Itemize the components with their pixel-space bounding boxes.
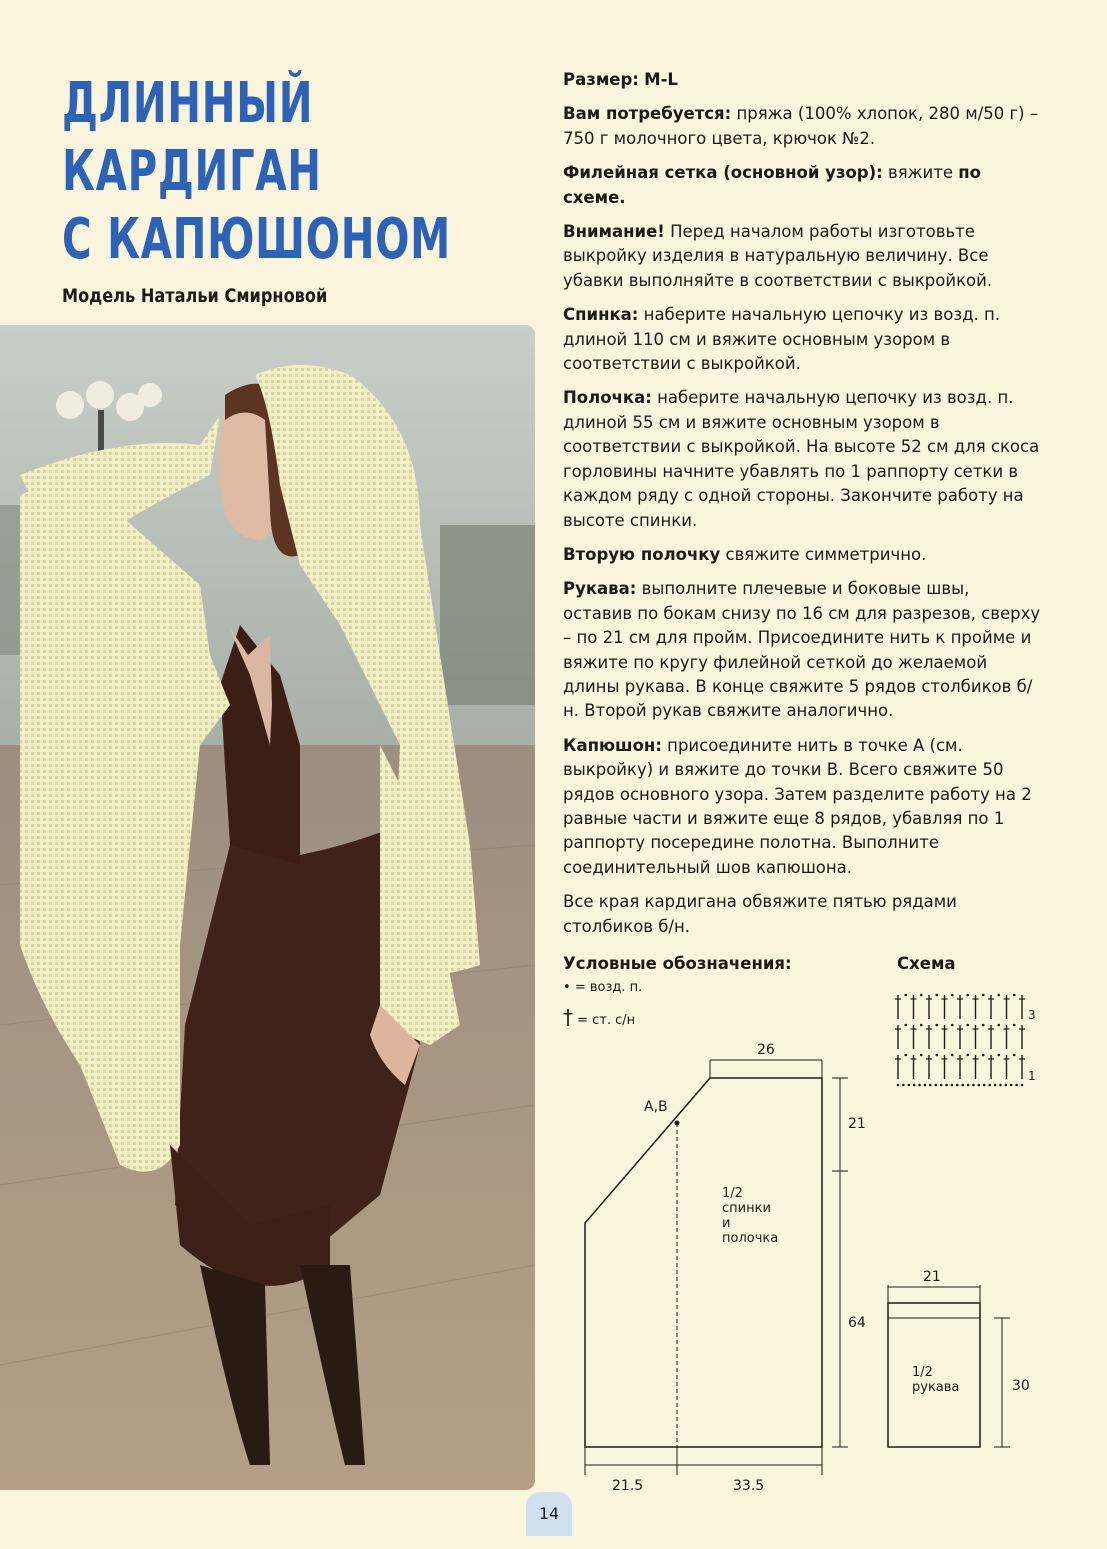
second-front-text: свяжите симметрично.: [725, 544, 927, 564]
body-label-3: и: [722, 1216, 731, 1231]
size-value: M-L: [644, 70, 678, 89]
author-credit: Модель Натальи Смирновой: [62, 285, 328, 307]
dc-text: = ст. с/н: [577, 1013, 636, 1028]
chain-stitch-mark: [997, 1054, 1000, 1057]
sleeve-width: 21: [923, 1269, 941, 1285]
sleeve-outline: [888, 1303, 980, 1447]
body-point-label: A,B: [644, 1099, 668, 1115]
chain-stitch-mark: [1013, 994, 1016, 997]
chain-stitch-mark: [935, 1054, 938, 1057]
chain-stitch-mark: [924, 1084, 927, 1087]
chain-stitch-mark: [988, 1084, 991, 1087]
chain-stitch-mark: [966, 994, 969, 997]
chain-stitch-mark: [951, 994, 954, 997]
chain-stitch-mark: [929, 1084, 932, 1087]
body-bottom-right: 33.5: [733, 1478, 765, 1490]
body-pattern: [585, 1060, 848, 1475]
chain-stitch-mark: [1010, 1084, 1013, 1087]
chain-stitch-mark: [999, 1084, 1002, 1087]
second-front-paragraph: [563, 543, 1043, 567]
front-label: Полочка:: [563, 388, 652, 408]
chain-stitch-mark: [897, 1084, 900, 1087]
front-paragraph: [563, 386, 1043, 532]
body-shoulder-height: 21: [848, 1116, 866, 1132]
sleeve-height: 30: [1012, 1378, 1030, 1394]
chain-stitch-mark: [935, 994, 938, 997]
chain-stitch-mark: [982, 994, 985, 997]
chain-stitch-mark: [1013, 1024, 1016, 1027]
body-label-1: 1/2: [722, 1186, 743, 1201]
chain-stitch-mark: [972, 1084, 975, 1087]
chain-stitch-mark: [945, 1084, 948, 1087]
chain-stitch-mark: [1015, 1084, 1018, 1087]
attention-text: Перед началом работы изготовьте выкройку изделия в натуральную величину. Все убавки выполняйте в соответствии с выкройкой.: [563, 222, 993, 290]
chain-stitch-mark: [951, 1024, 954, 1027]
chain-stitch-mark: [913, 1084, 916, 1087]
back-paragraph: [563, 303, 1043, 376]
sleeves-paragraph: [563, 577, 1043, 723]
hood-label: Капюшон:: [563, 735, 662, 755]
schema-row-bottom: 1: [1028, 1069, 1036, 1083]
chain-stitch-mark: [1021, 1084, 1024, 1087]
pattern-text: вяжите: [888, 163, 954, 183]
attention-label: Внимание!: [563, 222, 665, 242]
size-label: Размер:: [563, 70, 639, 89]
edging-paragraph: Все края кардигана обвяжите пятью рядами столбиков б/н.: [563, 892, 957, 936]
chain-stitch-mark: [918, 1084, 921, 1087]
sleeve-label-2: рукава: [912, 1380, 960, 1395]
schema-row-top: 3: [1028, 1008, 1036, 1022]
chain-stitch-mark: [920, 1024, 923, 1027]
chain-stitch-mark: [951, 1054, 954, 1057]
chain-stitch-mark: [961, 1084, 964, 1087]
chain-stitch-mark: [997, 994, 1000, 997]
materials-text: пряжа (100% хлопок, 280 м/50 г) – 750 г молочного цвета, крючок №2.: [563, 104, 1039, 148]
chain-stitch-mark: [983, 1084, 986, 1087]
chain-stitch-mark: [904, 994, 907, 997]
pattern-paragraph: [563, 161, 1043, 210]
chain-stitch-mark: [904, 1054, 907, 1057]
chain-stitch-mark: [966, 1024, 969, 1027]
stitch-chart-rows: [895, 994, 1025, 1087]
dc-symbol-icon: †: [563, 1005, 573, 1029]
chain-stitch-mark: [940, 1084, 943, 1087]
title-line-3: С КАПЮШОНОМ: [62, 207, 452, 272]
chain-stitch-mark: [978, 1084, 981, 1087]
stitch-chart: [895, 994, 1036, 1087]
chain-stitch-mark: [1005, 1084, 1008, 1087]
size-paragraph: [563, 68, 1043, 92]
chain-stitch-mark: [935, 1024, 938, 1027]
sleeves-text: выполните плечевые и боковые швы, оставив по бокам снизу по 16 см для разрезов, сверху – по 21 см для пройм. Присоедините нить к пройме и вяжите по кругу филейной сеткой до желаемой длины рукава. В конце свяжите 5 рядов столбиков б/н. Второй рукав свяжите аналогично.: [563, 579, 1041, 721]
attention-paragraph: [563, 220, 1043, 293]
second-front-label: Вторую полочку: [563, 544, 721, 564]
legend-heading: Условные обозначения:: [563, 954, 792, 973]
point-ab-marker: [675, 1121, 680, 1126]
pattern-emph: по схеме.: [563, 163, 982, 207]
body-label-2: спинки: [722, 1201, 771, 1216]
chain-stitch-mark: [1013, 1054, 1016, 1057]
pattern-diagrams: [570, 985, 1060, 1490]
instructions-text: [563, 68, 1043, 949]
model-photo: [0, 325, 535, 1490]
chain-text: = возд. п.: [574, 980, 643, 995]
chain-stitch-mark: [904, 1024, 907, 1027]
chain-stitch-mark: [920, 994, 923, 997]
chain-stitch-mark: [907, 1084, 910, 1087]
page-number: 14: [526, 1492, 572, 1536]
chain-stitch-mark: [934, 1084, 937, 1087]
body-label-4: полочка: [722, 1231, 779, 1246]
back-label: Спинка:: [563, 305, 639, 325]
chain-stitch-mark: [967, 1084, 970, 1087]
sleeves-label: Рукава:: [563, 579, 637, 599]
chain-stitch-mark: [982, 1054, 985, 1057]
chain-stitch-mark: [982, 1024, 985, 1027]
chain-stitch-mark: [920, 1054, 923, 1057]
body-side-height: 64: [848, 1315, 866, 1331]
schema-heading: Схема: [897, 954, 956, 973]
chain-stitch-mark: [994, 1084, 997, 1087]
chain-symbol-icon: •: [563, 980, 571, 995]
chain-stitch-mark: [997, 1024, 1000, 1027]
chain-stitch-mark: [966, 1054, 969, 1057]
materials-paragraph: [563, 102, 1043, 151]
title-line-2: КАРДИГАН: [62, 139, 322, 204]
body-outline: [585, 1078, 822, 1447]
pattern-label: Филейная сетка (основной узор):: [563, 163, 883, 183]
chain-stitch-mark: [956, 1084, 959, 1087]
hood-text: присоедините нить в точке А (см. выкройку) и вяжите до точки В. Всего свяжите 50 рядов основного узора. Затем разделите работу на 2 равные части и вяжите еще 8 рядов, убавляя по 1 раппорту посередине полотна. Выполните соединительный шов капюшона.: [563, 735, 1032, 877]
sleeve-pattern: [888, 1285, 1010, 1447]
front-text: наберите начальную цепочку из возд. п. длиной 55 см и вяжите основным узором в соответствии с выкройкой. На высоте 52 см для скоса горловины начните убавлять по 1 раппорту сетки в каждом ряду с одной стороны. Закончите работу на высоте спинки.: [563, 388, 1040, 530]
materials-label: Вам потребуется:: [563, 104, 732, 124]
body-top-width: 26: [757, 1042, 775, 1058]
chain-stitch-mark: [951, 1084, 954, 1087]
hood-paragraph: [563, 734, 1043, 880]
chain-stitch-mark: [902, 1084, 905, 1087]
body-bottom-left: 21.5: [612, 1478, 644, 1490]
article-title: [62, 70, 451, 274]
back-text: наберите начальную цепочку из возд. п. длиной 110 см и вяжите основным узором в соответствии с выкройкой.: [563, 305, 1001, 374]
title-line-1: ДЛИННЫЙ: [62, 71, 314, 136]
sleeve-label-1: 1/2: [912, 1365, 933, 1380]
